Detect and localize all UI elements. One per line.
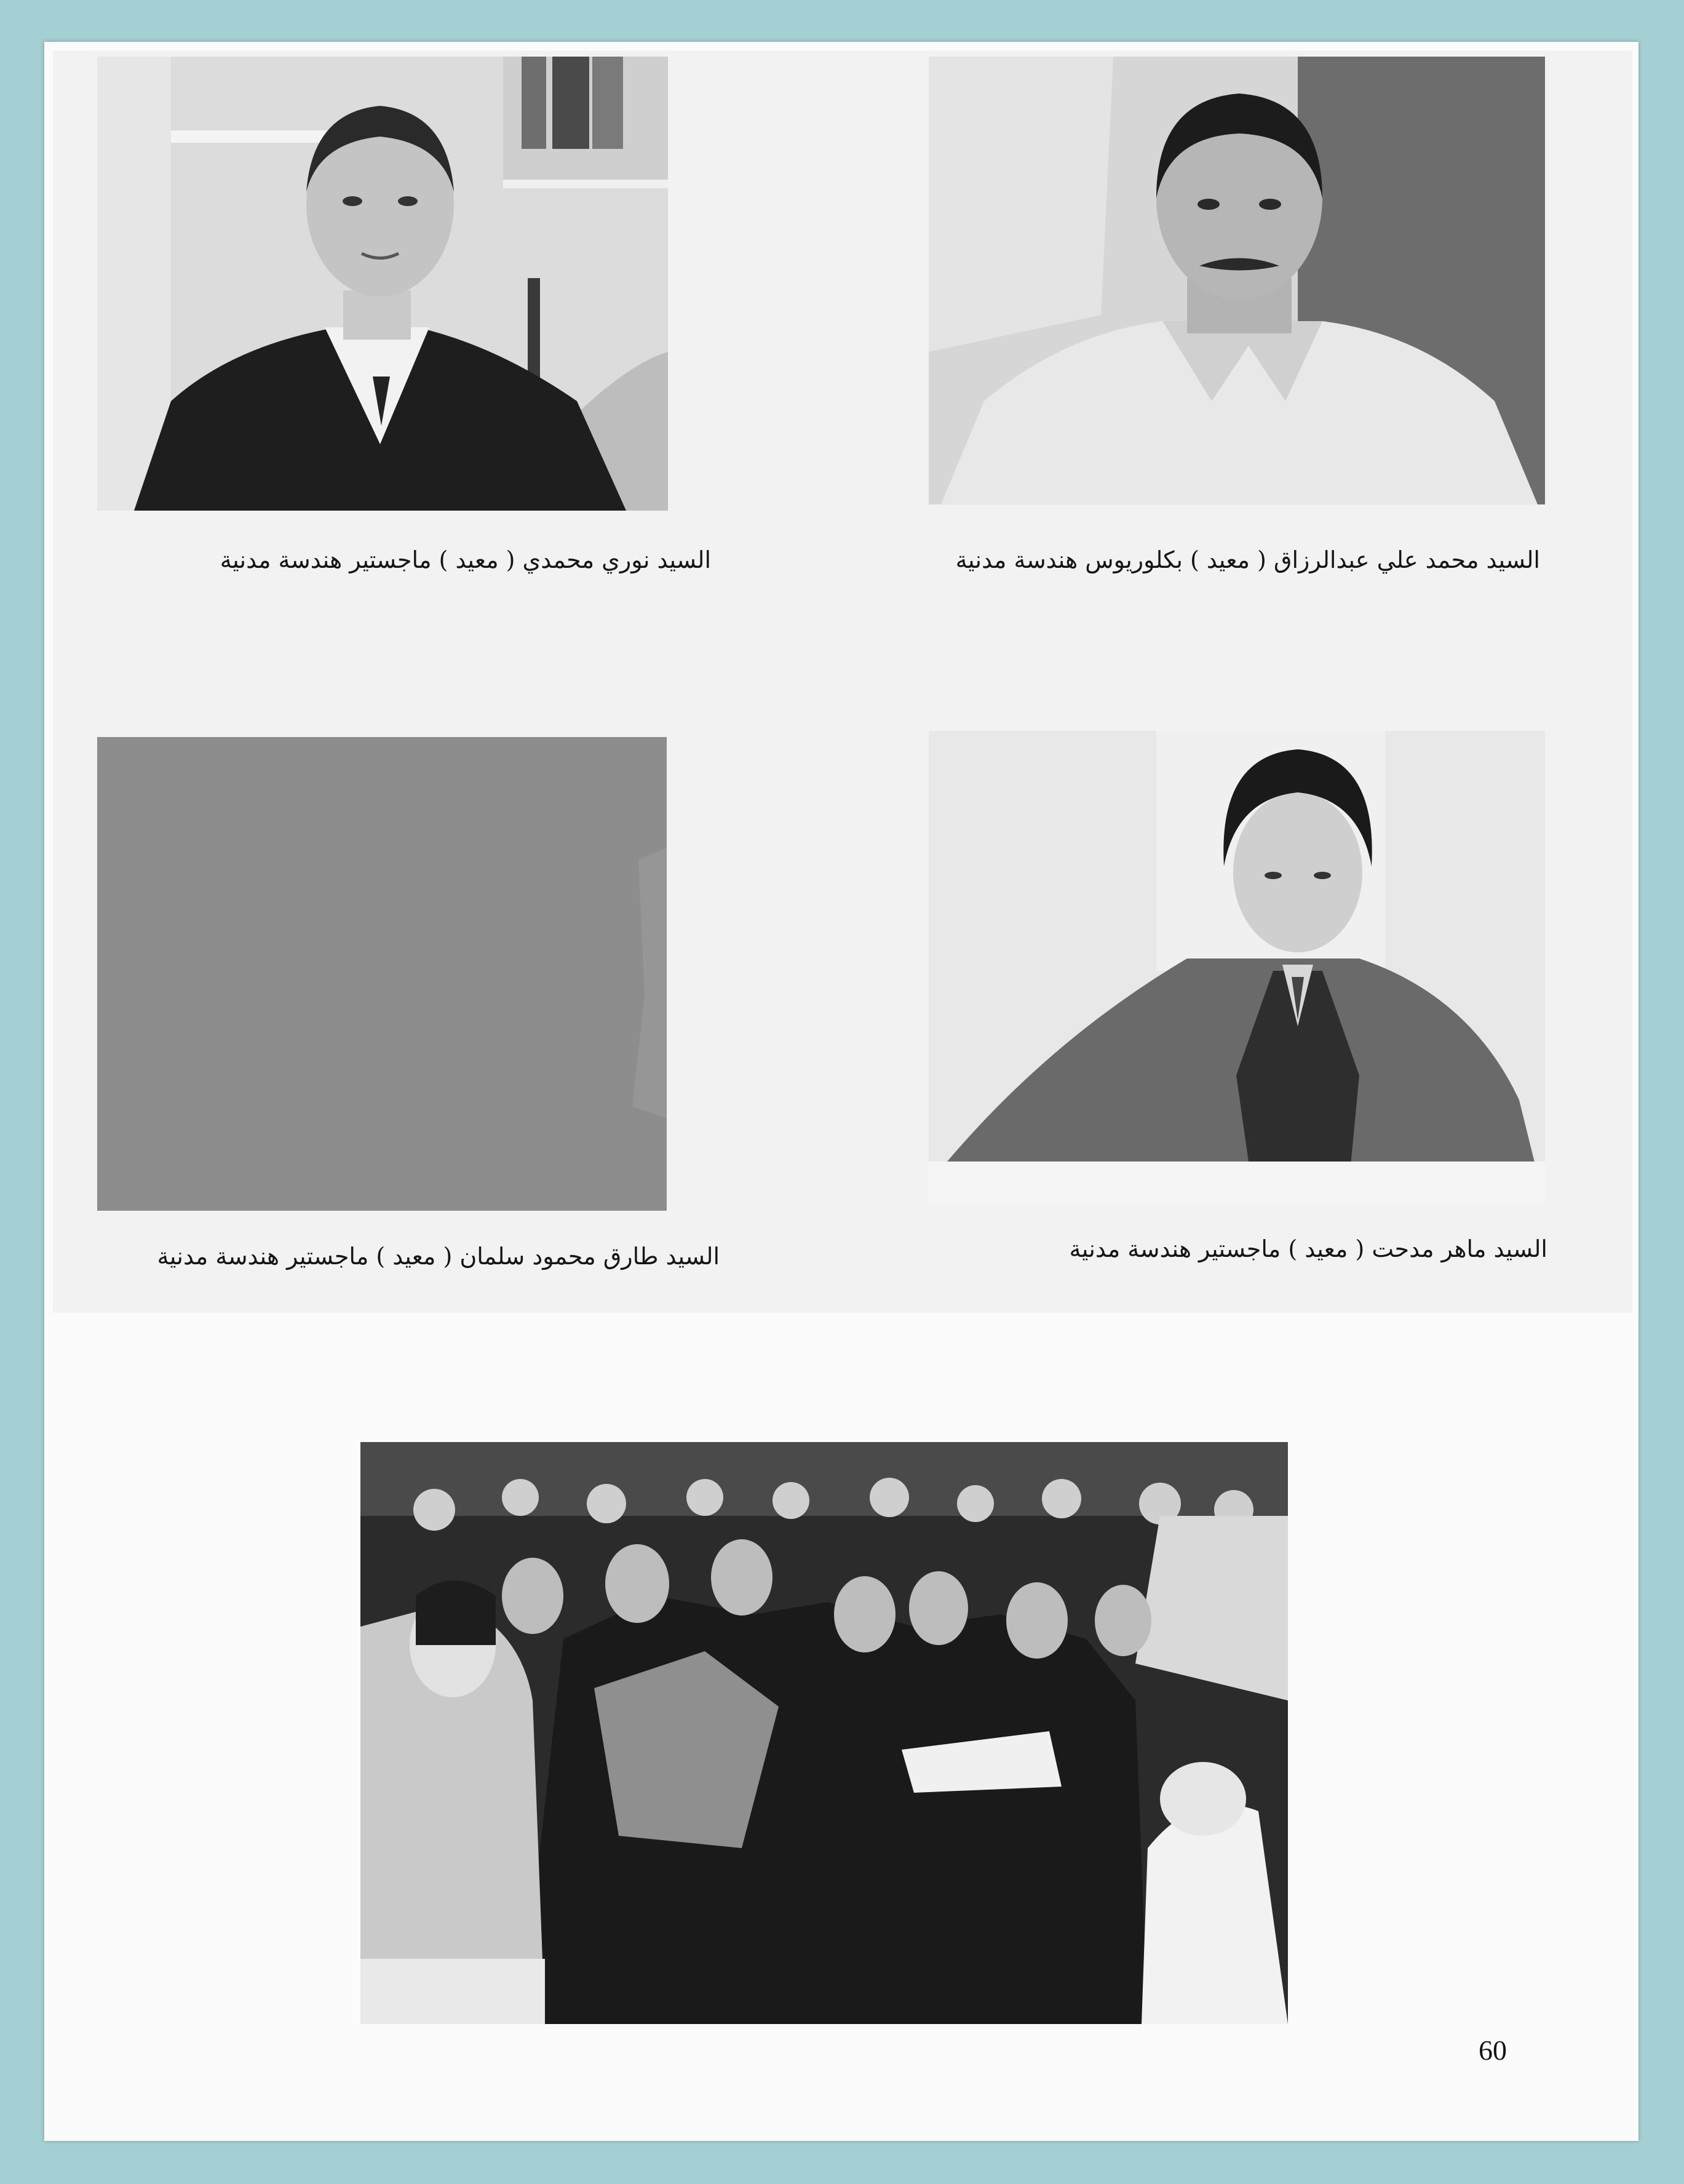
group-photo xyxy=(360,1442,1288,2024)
portrait-photo-nouri xyxy=(97,57,668,511)
portrait-caption: السيد طارق محمود سلمان ( معيد ) ماجستير هندسة مدنية xyxy=(157,1243,720,1270)
portrait-photo-tariq-placeholder xyxy=(97,737,667,1211)
portrait-caption: السيد نوري محمدي ( معيد ) ماجستير هندسة مدنية xyxy=(220,546,711,573)
portrait-photo-maher xyxy=(929,731,1545,1205)
page-number: 60 xyxy=(1479,2035,1507,2066)
document-page xyxy=(44,42,1638,2141)
portrait-caption: السيد محمد علي عبدالرزاق ( معيد ) بكلوريوس هندسة مدنية xyxy=(955,546,1540,573)
portrait-caption: السيد ماهر مدحت ( معيد ) ماجستير هندسة مدنية xyxy=(1069,1235,1547,1262)
portrait-photo-mohammed xyxy=(929,57,1545,504)
